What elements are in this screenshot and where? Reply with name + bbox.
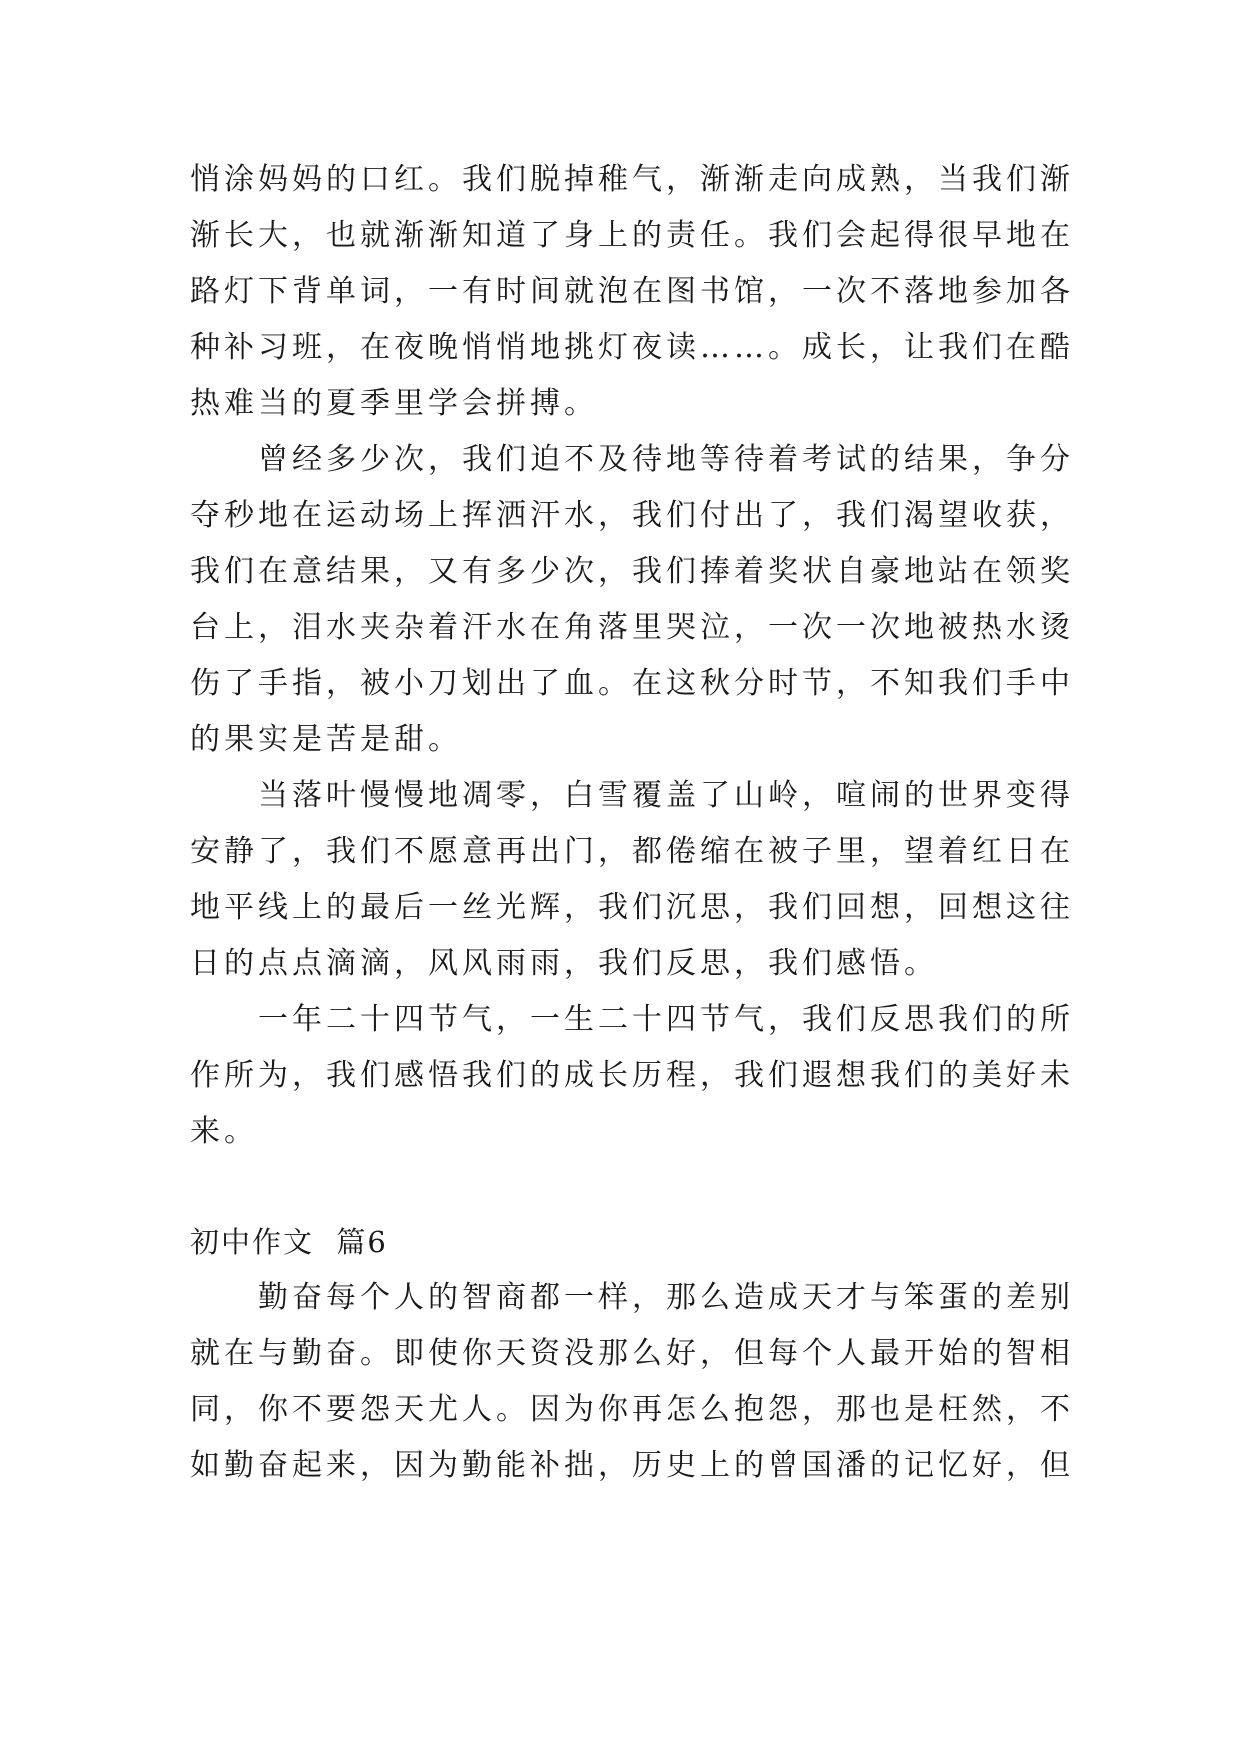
text-line: 我们在意结果，又有多少次，我们捧着奖状自豪地站在领奖: [190, 554, 1074, 589]
text-line: 的果实是苦是甜。: [190, 722, 462, 757]
text-line: 安静了，我们不愿意再出门，都倦缩在被子里，望着红日在: [190, 834, 1074, 869]
text-line: 渐长大，也就渐渐知道了身上的责任。我们会起得很早地在: [190, 218, 1074, 253]
text-line: 曾经多少次，我们迫不及待地等待着考试的结果，争分: [190, 442, 1074, 477]
text-line: 种补习班，在夜晚悄悄地挑灯夜读……。成长，让我们在酷: [190, 330, 1074, 365]
text-line: 台上，泪水夹杂着汗水在角落里哭泣，一次一次地被热水烫: [190, 610, 1074, 645]
text-line: 日的点点滴滴，风风雨雨，我们反思，我们感悟。: [190, 946, 938, 981]
section-heading: 初中作文 篇6: [190, 1225, 388, 1259]
text-line: 勤奋每个人的智商都一样，那么造成天才与笨蛋的差别: [190, 1280, 1074, 1315]
document-body: [190, 152, 1074, 1494]
section-spacer: [190, 1160, 1060, 1214]
text-line: 当落叶慢慢地凋零，白雪覆盖了山岭，喧闹的世界变得: [190, 778, 1074, 813]
text-line: 悄涂妈妈的口红。我们脱掉稚气，渐渐走向成熟，当我们渐: [190, 162, 1074, 197]
text-line: 热难当的夏季里学会拼搏。: [190, 386, 598, 421]
text-line: 地平线上的最后一丝光辉，我们沉思，我们回想，回想这往: [190, 890, 1074, 925]
text-line: 一年二十四节气，一生二十四节气，我们反思我们的所: [190, 1002, 1074, 1037]
text-line: 如勤奋起来，因为勤能补拙，历史上的曾国潘的记忆好，但: [190, 1448, 1074, 1483]
text-line: 同，你不要怨天尤人。因为你再怎么抱怨，那也是枉然，不: [190, 1392, 1074, 1427]
text-line: 伤了手指，被小刀划出了血。在这秋分时节，不知我们手中: [190, 666, 1074, 701]
text-line: 就在与勤奋。即使你天资没那么好，但每个人最开始的智相: [190, 1336, 1074, 1371]
text-line: 路灯下背单词，一有时间就泡在图书馆，一次不落地参加各: [190, 274, 1074, 309]
text-line: 来。: [190, 1114, 258, 1149]
text-line: 作所为，我们感悟我们的成长历程，我们遐想我们的美好未: [190, 1058, 1074, 1093]
text-line: 夺秒地在运动场上挥洒汗水，我们付出了，我们渴望收获，: [190, 498, 1074, 533]
